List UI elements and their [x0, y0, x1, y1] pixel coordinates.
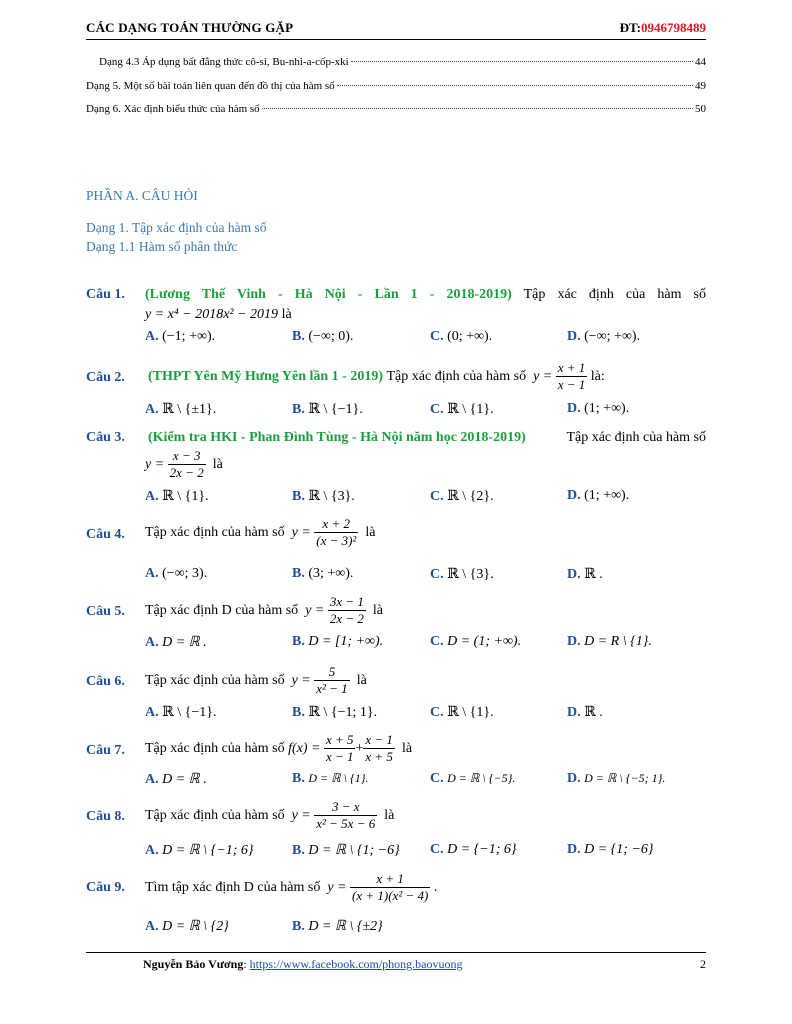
question-5-line: Tập xác định D của hàm số y = $\frac{3x - 1}{2x - 2}$ là [145, 594, 384, 626]
toc-entry-page: 50 [695, 103, 706, 115]
option-c[interactable]: C. (0; +∞). [430, 329, 493, 344]
option-b[interactable]: B. D = ℝ \ {1}. [292, 771, 369, 786]
question-label: Câu 9. [86, 880, 125, 895]
option-value: D = ℝ \ {2} [162, 919, 229, 934]
question-label: Câu 5. [86, 604, 125, 619]
option-d[interactable]: D. (1; +∞). [567, 401, 630, 416]
option-value: ℝ . [584, 705, 603, 720]
fraction: $\frac{x - 1}{x + 5}$ [365, 732, 393, 764]
question-9-line: Tìm tập xác định D của hàm số y = $\frac{x + 1}{\text{(x + 1)(x² − 4)}}$ . [145, 871, 438, 903]
footer: Nguyễn Bảo Vương: https://www.facebook.com/phong.baovuong [143, 957, 463, 971]
question-text: Tập xác định của hàm số [145, 672, 285, 688]
header-divider [86, 39, 706, 40]
footer-divider [86, 952, 706, 953]
option-b[interactable]: B. ℝ \ {−1; 1}. [292, 705, 378, 720]
question-text: Tập xác định D của hàm số [145, 602, 299, 618]
option-value: (−∞; 0). [308, 329, 354, 344]
option-b[interactable]: B. (3; +∞). [292, 566, 354, 581]
question-source: (Lương Thế Vinh - Hà Nội - Lần 1 - 2018-2019) [145, 287, 512, 302]
option-c[interactable]: C. ℝ \ {1}. [430, 705, 494, 720]
question-text: Tập xác định của hàm số [523, 287, 706, 302]
option-c[interactable]: C. ℝ \ {3}. [430, 567, 494, 582]
fraction: $\frac{5}{\text{x² − 1}}$ [316, 664, 348, 696]
option-b[interactable]: B. D = ℝ \ {±2} [292, 919, 383, 934]
question-label: Câu 7. [86, 743, 125, 758]
question-1-line [145, 287, 706, 303]
option-value: D = {−1; 6} [447, 842, 517, 857]
option-a[interactable]: A. D = ℝ . [145, 772, 207, 787]
option-c[interactable]: C. D = {−1; 6} [430, 842, 517, 857]
option-value: D = ℝ \ {−5}. [447, 771, 516, 785]
option-value: D = {1; −6} [584, 842, 654, 857]
option-value: ℝ \ {−1}. [308, 402, 363, 417]
question-text: Tìm tập xác định D của hàm số [145, 879, 321, 895]
option-value: ℝ \ {1}. [162, 489, 209, 504]
option-b[interactable]: B. D = [1; +∞). [292, 634, 384, 649]
question-3-expr: y = $\frac{x - 3}{2x - 2}$ là [145, 448, 223, 480]
option-b[interactable]: B. ℝ \ {3}. [292, 489, 355, 504]
toc-entry-text: Dạng 4.3 Áp dụng bất đẳng thức cô-si, Bu-nhi-a-cốp-xki [99, 56, 349, 68]
page-number: 2 [700, 957, 706, 971]
toc-entry[interactable] [86, 80, 706, 92]
option-a[interactable]: A. ℝ \ {1}. [145, 489, 209, 504]
option-value: (−∞; 3). [162, 566, 208, 581]
option-value: ℝ \ {−1; 1}. [308, 705, 378, 720]
phone-number: 0946798489 [641, 20, 706, 35]
option-value: D = ℝ \ {−1; 6} [162, 843, 254, 858]
question-source: (Kiểm tra HKI - Phan Đình Tùng - Hà Nội năm học 2018-2019) [148, 430, 526, 445]
footer-author: Nguyễn Bảo Vương [143, 957, 244, 971]
option-value: ℝ \ {1}. [447, 705, 494, 720]
toc-entry[interactable] [86, 103, 706, 115]
question-text: Tập xác định của hàm số [145, 524, 285, 540]
option-d[interactable]: D. ℝ . [567, 705, 603, 720]
option-value: D = ℝ \ {1}. [308, 771, 369, 785]
question-label: Câu 1. [86, 287, 125, 302]
option-b[interactable]: B. D = ℝ \ {1; −6} [292, 843, 400, 858]
fraction: $\frac{x + 1}{x - 1}$ [557, 360, 586, 392]
question-label: Câu 3. [86, 430, 125, 445]
option-value: ℝ \ {3}. [447, 567, 494, 582]
question-text: Tập xác định của hàm số [386, 368, 527, 384]
option-d[interactable]: D. (−∞; +∞). [567, 329, 641, 344]
question-7-line: Tập xác định của hàm số f(x) = $\frac{x + 5}{x - 1}$ + $\frac{x - 1}{x + 5}$ là [145, 732, 413, 764]
option-d[interactable]: D. D = ℝ \ {−5; 1}. [567, 771, 666, 786]
option-value: (1; +∞). [584, 401, 630, 416]
question-label: Câu 6. [86, 674, 125, 689]
footer-link[interactable]: https://www.facebook.com/phong.baovuong [249, 957, 463, 971]
option-value: (3; +∞). [308, 566, 354, 581]
option-value: D = R \ {1}. [584, 634, 652, 649]
option-value: D = ℝ \ {±2} [308, 919, 383, 934]
section-dang-1-1: Dạng 1.1 Hàm số phân thức [86, 239, 238, 254]
option-c[interactable]: C. ℝ \ {1}. [430, 402, 494, 417]
option-a[interactable]: A. D = ℝ \ {−1; 6} [145, 843, 254, 858]
toc-entry-page: 49 [695, 80, 706, 92]
question-4-line: Tập xác định của hàm số y = $\frac{x + 2}{\text{(x − 3)²}}$ là [145, 516, 376, 548]
phone-label: ĐT: [619, 20, 641, 35]
question-label: Câu 8. [86, 809, 125, 824]
option-d[interactable]: D. D = {1; −6} [567, 842, 654, 857]
header-title: CÁC DẠNG TOÁN THƯỜNG GẶP [86, 20, 294, 35]
fraction: $\frac{x + 5}{x - 1}$ [325, 732, 354, 764]
option-d[interactable]: D. ℝ . [567, 567, 603, 582]
option-value: ℝ . [584, 567, 603, 582]
fraction: $\frac{x + 1}{\text{(x + 1)(x² − 4)}}$ [352, 871, 429, 903]
option-value: ℝ \ {±1}. [162, 402, 217, 417]
section-part-a: PHẦN A. CÂU HỎI [86, 188, 198, 203]
fraction: $\frac{3 - x}{\text{x² − 5x − 6}}$ [316, 799, 376, 831]
option-value: D = ℝ . [162, 635, 207, 650]
option-b[interactable]: B. (−∞; 0). [292, 329, 354, 344]
option-value: D = ℝ . [162, 772, 207, 787]
fraction: $\frac{x - 3}{2x - 2}$ [169, 448, 204, 480]
option-a[interactable]: A. (−∞; 3). [145, 566, 208, 581]
section-dang-1: Dạng 1. Tập xác định của hàm số [86, 220, 267, 235]
option-c[interactable]: C. ℝ \ {2}. [430, 489, 494, 504]
option-value: (−∞; +∞). [584, 329, 641, 344]
option-c[interactable]: C. D = ℝ \ {−5}. [430, 771, 516, 786]
header-phone [620, 20, 706, 36]
option-value: D = (1; +∞). [447, 634, 522, 649]
toc-entry-text: Dạng 6. Xác định biểu thức của hàm số [86, 103, 260, 115]
option-value: (0; +∞). [447, 329, 493, 344]
toc-entry-page: 44 [695, 56, 706, 68]
fraction: $\frac{3x - 1}{2x - 2}$ [329, 594, 364, 626]
option-value: ℝ \ {1}. [447, 402, 494, 417]
question-label: Câu 4. [86, 527, 125, 542]
option-value: ℝ \ {3}. [308, 489, 355, 504]
question-text: Tập xác định của hàm số [145, 807, 285, 823]
question-expression: y = x⁴ − 2018x² − 2019 [145, 307, 279, 322]
question-text: Tập xác định của hàm số [566, 430, 706, 445]
option-value: D = [1; +∞). [308, 634, 384, 649]
option-value: D = ℝ \ {−5; 1}. [584, 771, 666, 785]
option-c[interactable]: C. D = (1; +∞). [430, 634, 522, 649]
option-a[interactable]: A. ℝ \ {±1}. [145, 402, 217, 417]
question-8-line: Tập xác định của hàm số y = $\frac{3 - x}{\text{x² − 5x − 6}}$ là [145, 799, 395, 831]
option-a[interactable]: A. ℝ \ {−1}. [145, 705, 217, 720]
question-2-line: (THPT Yên Mỹ Hưng Yên lần 1 - 2019) Tập xác định của hàm số y = $\frac{x + 1}{x - 1}$ là: [148, 360, 605, 392]
toc-entry-text: Dạng 5. Một số bài toán liên quan đến đồ thị của hàm số [86, 80, 335, 92]
question-1-expr [145, 307, 292, 323]
question-text: Tập xác định của hàm số [145, 740, 285, 756]
option-value: ℝ \ {2}. [447, 489, 494, 504]
option-a[interactable]: A. D = ℝ \ {2} [145, 919, 229, 934]
option-a[interactable]: A. (−1; +∞). [145, 329, 216, 344]
option-b[interactable]: B. ℝ \ {−1}. [292, 402, 363, 417]
option-value: (1; +∞). [584, 488, 630, 503]
fraction: $\frac{x + 2}{\text{(x − 3)²}}$ [316, 516, 357, 548]
question-source: (THPT Yên Mỹ Hưng Yên lần 1 - 2019) [148, 368, 383, 384]
option-a[interactable]: A. D = ℝ . [145, 635, 207, 650]
question-tail: là [281, 307, 292, 322]
option-d[interactable]: D. D = R \ {1}. [567, 634, 652, 649]
question-3-line [148, 430, 706, 446]
option-value: D = ℝ \ {1; −6} [308, 843, 400, 858]
question-6-line: Tập xác định của hàm số y = $\frac{5}{\text{x² − 1}}$ là [145, 664, 367, 696]
toc-entry[interactable] [99, 56, 706, 68]
option-value: ℝ \ {−1}. [162, 705, 217, 720]
question-label: Câu 2. [86, 370, 125, 385]
option-d[interactable]: D. (1; +∞). [567, 488, 630, 503]
option-value: (−1; +∞). [162, 329, 216, 344]
